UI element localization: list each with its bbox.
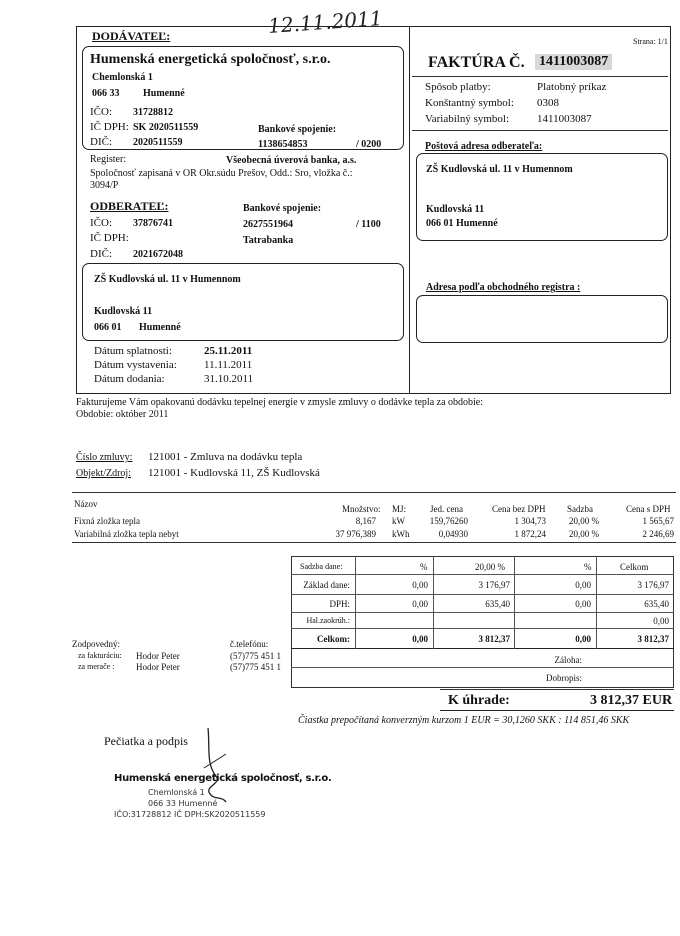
customer-name: ZŠ Kudlovská ul. 11 v Humennom: [94, 274, 241, 285]
invoice-divider: [412, 76, 668, 77]
item-rate: 20,00 %: [569, 529, 599, 539]
var-symbol: 1411003087: [537, 113, 592, 125]
base-label: Základ dane:: [303, 580, 350, 590]
item-net: 1 872,24: [514, 529, 546, 539]
total-col1: 0,00: [412, 634, 428, 644]
supplier-bank-label: Bankové spojenie:: [258, 124, 337, 135]
rate-col2: 20,00 %: [475, 562, 505, 572]
col-price-header: Jed. cena: [430, 504, 463, 514]
registry-heading: Adresa podľa obchodného registra :: [426, 282, 581, 293]
item-qty: 37 976,389: [335, 529, 376, 539]
col-net-header: Cena bez DPH: [492, 504, 546, 514]
invoice-number: 1411003087: [535, 54, 612, 70]
customer-ico: 37876741: [133, 218, 173, 229]
object-label: Objekt/Zdroj:: [76, 468, 131, 479]
item-price: 159,76260: [429, 516, 468, 526]
customer-bank-name: Tatrabanka: [243, 235, 294, 246]
col-gross-header: Cena s DPH: [626, 504, 671, 514]
stamp-street: Chemlonská 1: [148, 788, 205, 797]
responsible-heading: Zodpovedný:: [72, 639, 120, 649]
vat-col2: 635,40: [485, 599, 510, 609]
customer-bank-code: / 1100: [356, 219, 381, 230]
customer-heading: ODBERATEĽ:: [90, 199, 169, 213]
col-unit-header: MJ:: [392, 504, 407, 514]
vat-label: DPH:: [329, 599, 350, 609]
invoice-divider-2: [412, 130, 668, 131]
contract-label: Číslo zmluvy:: [76, 452, 133, 463]
supplier-ico-label: IČO:: [90, 106, 112, 118]
item-qty: 8,167: [355, 516, 376, 526]
item-net: 1 304,73: [514, 516, 546, 526]
billing-phone: (57)775 451 1: [230, 651, 281, 661]
supplier-bank-account: 1138654853: [258, 139, 308, 150]
items-top-rule: [72, 492, 676, 493]
vat-col4: 635,40: [644, 599, 669, 609]
invoice-title: FAKTÚRA Č.: [428, 54, 525, 71]
conversion-note: Čiastka prepočítaná konverzným kurzom 1 EUR = 30,1260 SKK : 114 851,46 SKK: [298, 715, 630, 726]
col-name-header: Názov: [74, 499, 98, 509]
billing-name: Hodor Peter: [136, 651, 180, 661]
stamp-city: 066 33 Humenné: [148, 799, 218, 808]
postal-name: ZŠ Kudlovská ul. 11 v Humennom: [426, 164, 573, 175]
total-col2: 3 812,37: [478, 634, 510, 644]
register-label: Register:: [90, 154, 127, 165]
to-pay-amount: 3 812,37 EUR: [590, 693, 673, 708]
supplier-name: Humenská energetická spoločnosť, s.r.o.: [90, 52, 331, 67]
rate-label: Sadzba dane:: [300, 562, 343, 571]
stamp-heading: Pečiatka a podpis: [104, 734, 188, 748]
item-gross: 2 246,69: [642, 529, 674, 539]
rate-col3: %: [584, 562, 592, 572]
payment-method: Platobný príkaz: [537, 81, 607, 93]
rate-col4: Celkom: [620, 562, 649, 572]
customer-dic-label: DIČ:: [90, 248, 112, 260]
rate-col1: %: [420, 562, 428, 572]
object-value: 121001 - Kudlovská 11, ZŠ Kudlovská: [148, 467, 320, 479]
register-line2: 3094/P: [90, 180, 119, 191]
base-col2: 3 176,97: [478, 580, 510, 590]
supplier-bank-code: / 0200: [356, 139, 382, 150]
base-col3: 0,00: [575, 580, 591, 590]
supplier-city: Humenné: [143, 88, 185, 99]
supplier-street: Chemlonská 1: [92, 72, 153, 83]
supplier-dic-label: DIČ:: [90, 136, 112, 148]
customer-zip: 066 01: [94, 322, 122, 333]
item-name: Fixná zložka tepla: [74, 516, 140, 526]
round-label: Hal.zaokrúh.:: [306, 616, 350, 625]
customer-ico-label: IČO:: [90, 217, 112, 229]
customer-bank-account: 2627551964: [243, 219, 293, 230]
item-rate: 20,00 %: [569, 516, 599, 526]
customer-city: Humenné: [139, 322, 181, 333]
issue-date-label: Dátum vystavenia:: [94, 359, 177, 371]
round-value: 0,00: [653, 616, 669, 626]
to-pay-rule: [440, 689, 674, 690]
issue-date: 11.11.2011: [204, 359, 253, 371]
phone-heading: č.telefónu:: [230, 639, 269, 649]
supplier-icdph-label: IČ DPH:: [90, 121, 129, 133]
supplier-bank-name: Všeobecná úverová banka, a.s.: [226, 155, 357, 166]
supplier-heading: DODÁVATEĽ:: [92, 29, 171, 43]
advance-label: Záloha:: [554, 655, 582, 665]
customer-street: Kudlovská 11: [94, 306, 153, 317]
total-label: Celkom:: [317, 634, 350, 644]
billing-label: za fakturáciu:: [78, 651, 122, 660]
intro-line2: Obdobie: október 2011: [76, 409, 169, 420]
item-gross: 1 565,67: [642, 516, 674, 526]
meter-label: za merače :: [78, 662, 115, 671]
supplier-dic: 2020511559: [133, 137, 183, 148]
col-rate-header: Sadzba: [567, 504, 593, 514]
to-pay-rule-2: [440, 710, 674, 711]
supplier-ico: 31728812: [133, 107, 173, 118]
payment-label: Spôsob platby:: [425, 81, 491, 93]
total-col4: 3 812,37: [637, 634, 669, 644]
base-col4: 3 176,97: [637, 580, 669, 590]
stamp-ids: IČO:31728812 IČ DPH:SK2020511559: [114, 810, 266, 819]
vat-col3: 0,00: [575, 599, 591, 609]
contract-value: 121001 - Zmluva na dodávku tepla: [148, 451, 303, 463]
postal-heading: Poštová adresa odberateľa:: [425, 141, 543, 152]
registry-box: [416, 295, 668, 343]
vat-col1: 0,00: [412, 599, 428, 609]
intro-line1: Fakturujeme Vám opakovanú dodávku tepelnej energie v zmysle zmluvy o dodávke tepla za obdobie:: [76, 397, 484, 408]
delivery-date: 31.10.2011: [204, 373, 254, 385]
due-date: 25.11.2011: [204, 345, 253, 357]
col-qty-header: Množstvo:: [342, 504, 381, 514]
delivery-date-label: Dátum dodania:: [94, 373, 165, 385]
const-symbol: 0308: [537, 97, 559, 109]
var-symbol-label: Variabilný symbol:: [425, 113, 510, 125]
meter-phone: (57)775 451 1: [230, 662, 281, 672]
items-bottom-rule: [72, 542, 676, 543]
customer-bank-label: Bankové spojenie:: [243, 203, 322, 214]
stamp-company: Humenská energetická spoločnosť, s.r.o.: [114, 773, 332, 784]
page-number: Strana: 1/1: [633, 37, 668, 46]
handwritten-date: 12.11.2011: [267, 6, 384, 38]
postal-street: Kudlovská 11: [426, 204, 485, 215]
const-symbol-label: Konštantný symbol:: [425, 97, 514, 109]
supplier-zip: 066 33: [92, 88, 120, 99]
customer-dic: 2021672048: [133, 249, 183, 260]
total-col3: 0,00: [575, 634, 591, 644]
meter-name: Hodor Peter: [136, 662, 180, 672]
to-pay-label: K úhrade:: [448, 693, 510, 708]
register-line1: Spoločnosť zapisaná v OR Okr.súdu Prešov, Odd.: Sro, vložka č.:: [90, 168, 353, 179]
item-unit: kWh: [392, 529, 410, 539]
due-date-label: Dátum splatnosti:: [94, 345, 172, 357]
postal-zipcity: 066 01 Humenné: [426, 218, 498, 229]
item-unit: kW: [392, 516, 405, 526]
item-price: 0,04930: [438, 529, 468, 539]
supplier-icdph: SK 2020511559: [133, 122, 199, 133]
credit-note-label: Dobropis:: [546, 673, 582, 683]
customer-icdph-label: IČ DPH:: [90, 232, 129, 244]
item-name: Variabilná zložka tepla nebyt: [74, 529, 179, 539]
base-col1: 0,00: [412, 580, 428, 590]
